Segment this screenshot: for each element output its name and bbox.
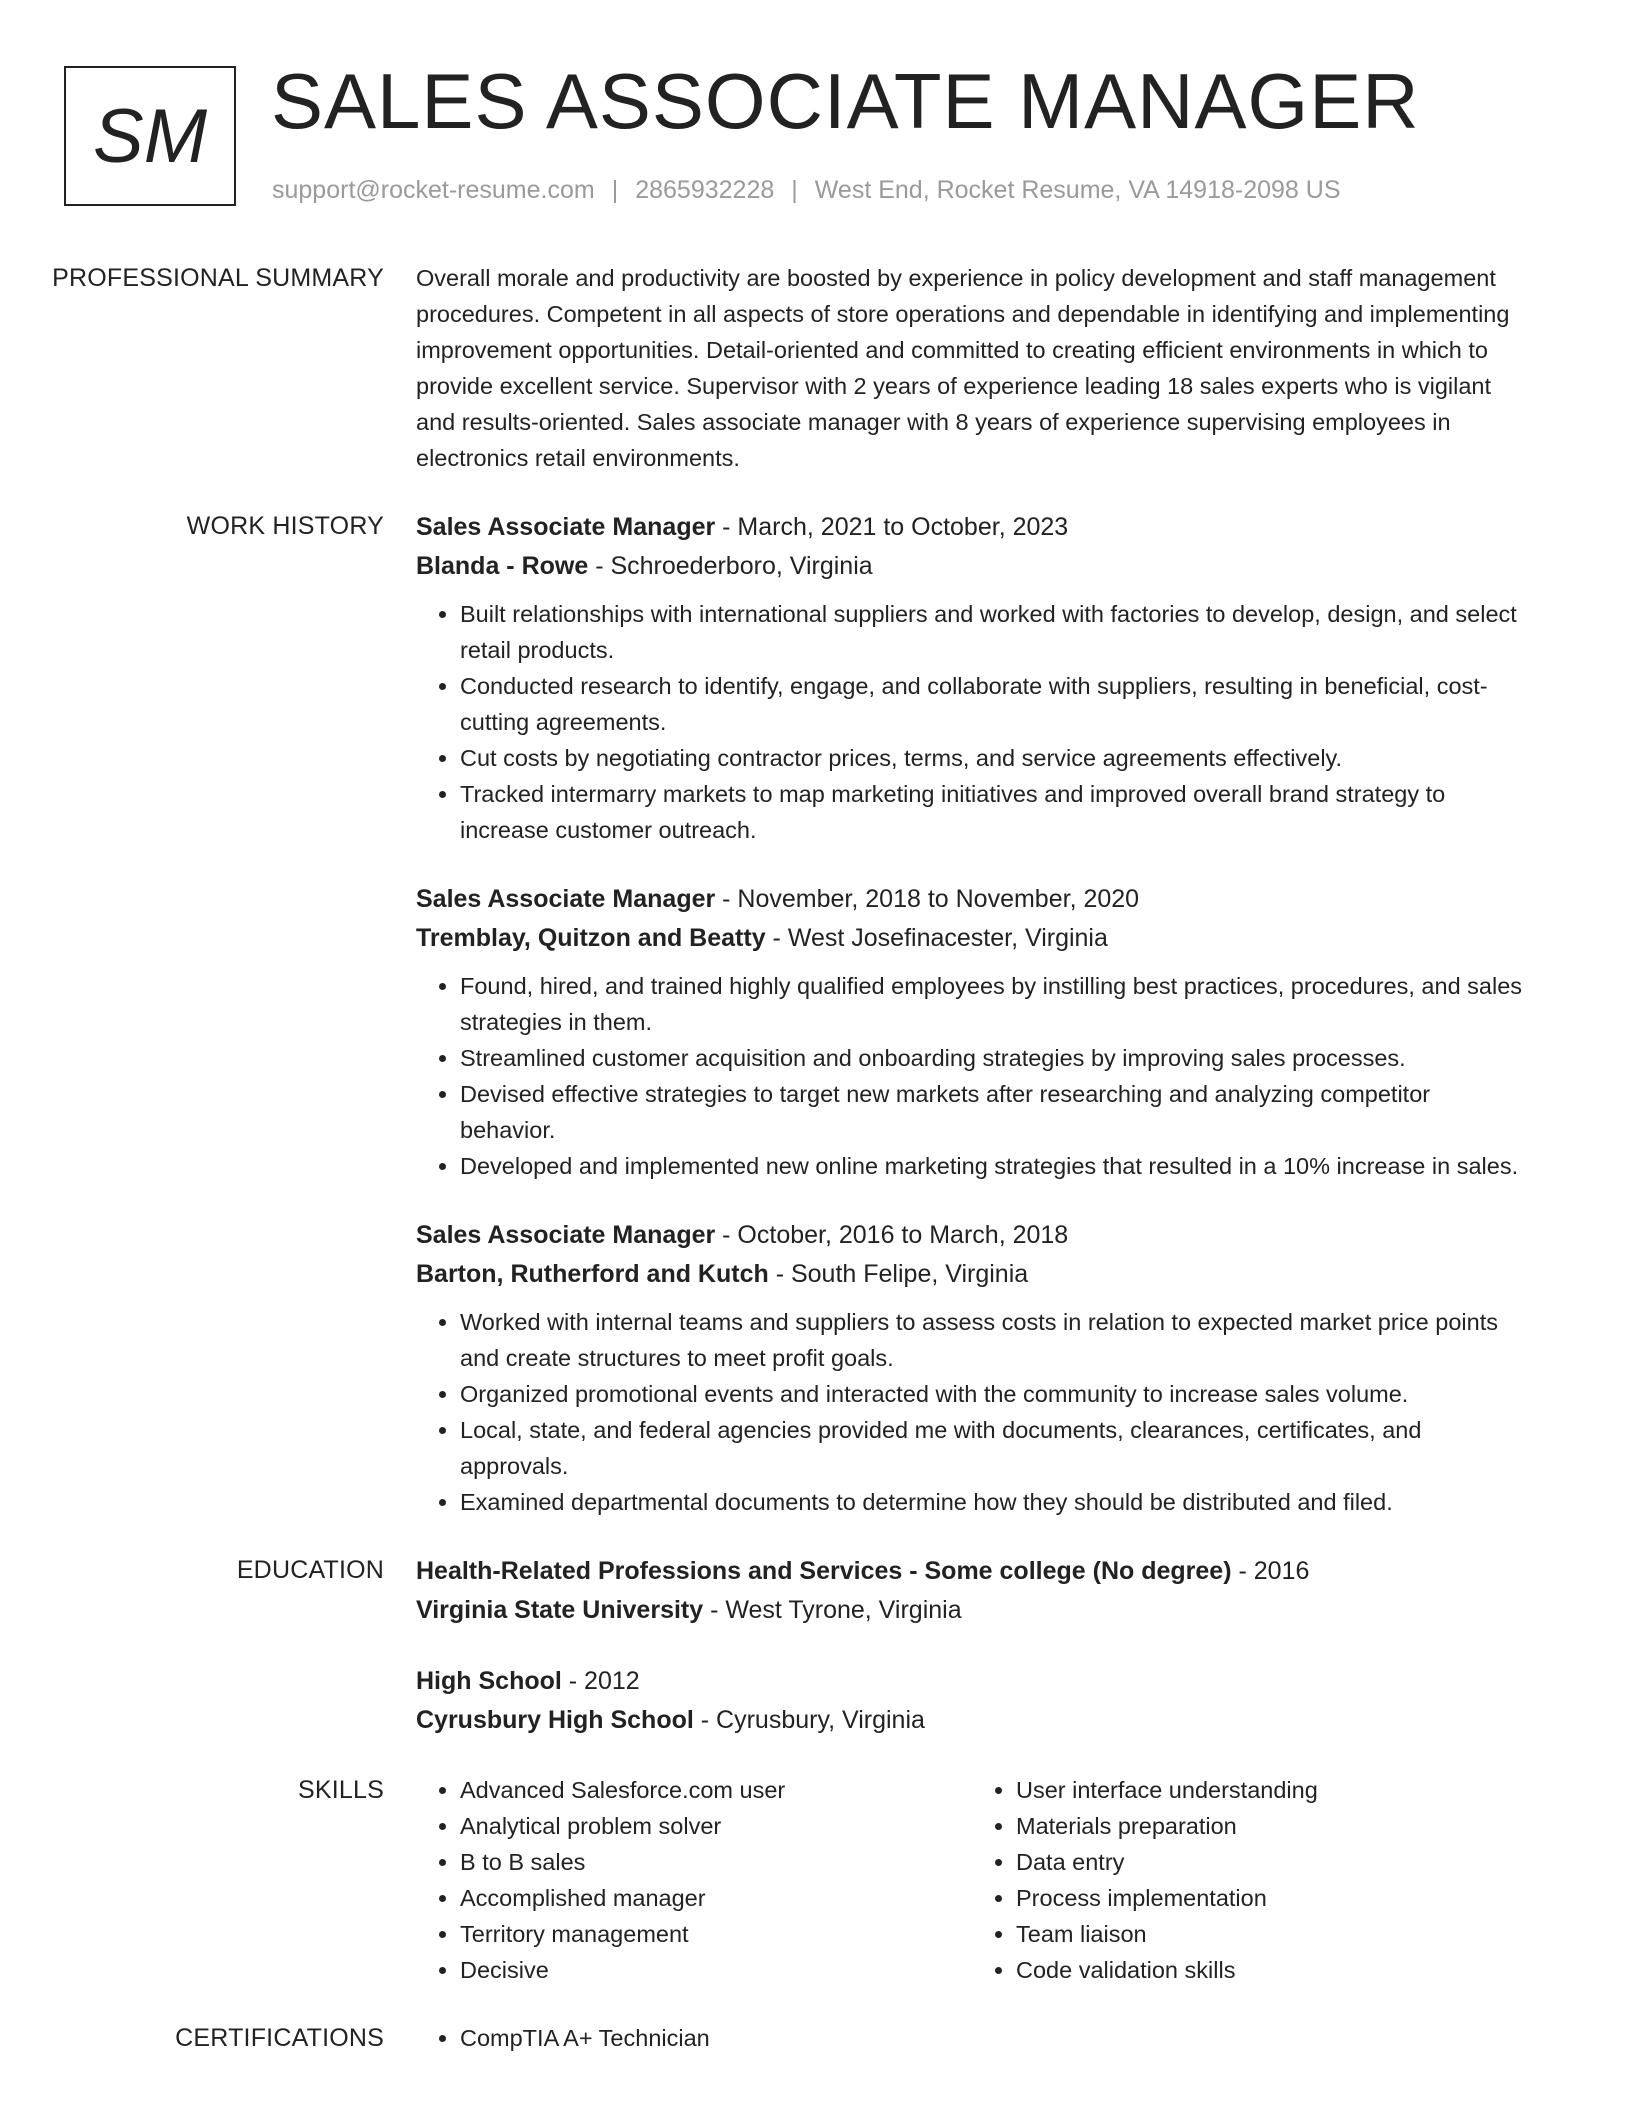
list-item: • Conducted research to identify, engage, and collaborate with suppliers, resulting in beneficial, cost-cutting agreements. [460,668,1528,740]
skill-item: • Accomplished manager [460,1880,972,1916]
degree-year: - 2016 [1231,1557,1310,1585]
section-certifications [0,2020,1632,2056]
section-label-summary: PROFESSIONAL SUMMARY [52,264,384,292]
section-professional-summary [0,260,1632,476]
job-title: Sales Associate Manager [416,1221,716,1249]
job-title: Sales Associate Manager [416,885,716,913]
degree-year: - 2012 [561,1667,640,1695]
school-name: Cyrusbury High School [416,1706,694,1734]
company-name: Barton, Rutherford and Kutch [416,1260,769,1288]
job-dates: - October, 2016 to March, 2018 [715,1221,1069,1249]
monogram-box [64,66,236,206]
section-label-education: EDUCATION [236,1556,384,1584]
list-item: • Developed and implemented new online marketing strategies that resulted in a 10% increase in sales. [460,1148,1528,1184]
section-work-history [0,508,1632,1552]
company-location: - West Josefinacester, Virginia [765,924,1108,952]
skills-list-right [972,1772,1528,1988]
job-dates: - March, 2021 to October, 2023 [715,513,1069,541]
resume-content [0,260,1632,2056]
skill-item: • User interface understanding [1016,1772,1528,1808]
job-title: Sales Associate Manager [416,513,716,541]
skill-item: • Code validation skills [1016,1952,1528,1988]
skill-item: • Decisive [460,1952,972,1988]
skills-list-left [416,1772,972,1988]
school-location: - Cyrusbury, Virginia [693,1706,925,1734]
contact-email: support@rocket-resume.com [272,176,595,204]
company-name: Blanda - Rowe [416,552,589,580]
job-bullets [416,596,1528,848]
list-item: • Organized promotional events and interacted with the community to increase sales volume. [460,1376,1528,1412]
section-education [0,1552,1632,1772]
list-item: • Streamlined customer acquisition and onboarding strategies by improving sales processes. [460,1040,1528,1076]
skill-item: • Data entry [1016,1844,1528,1880]
certifications-list [416,2020,1528,2056]
job-dates: - November, 2018 to November, 2020 [715,885,1140,913]
skill-item: • Advanced Salesforce.com user [460,1772,972,1808]
list-item: • Cut costs by negotiating contractor prices, terms, and service agreements effectively. [460,740,1528,776]
list-item: • Built relationships with international suppliers and worked with factories to develop, design, and select retail products. [460,596,1528,668]
company-location: - South Felipe, Virginia [768,1260,1029,1288]
education-entry [416,1662,1528,1740]
section-label-skills: SKILLS [298,1776,384,1804]
contact-separator: | [791,176,798,204]
list-item: • Local, state, and federal agencies provided me with documents, clearances, certificates, and approvals. [460,1412,1528,1484]
job-entry [416,1216,1528,1520]
job-bullets [416,968,1528,1184]
education-entry [416,1552,1528,1630]
degree-name: Health-Related Professions and Services - Some college (No degree) [416,1557,1232,1585]
section-skills [0,1772,1632,1988]
school-location: - West Tyrone, Virginia [703,1596,962,1624]
job-entry [416,880,1528,1184]
skill-item: • Process implementation [1016,1880,1528,1916]
resume-title: SALES ASSOCIATE MANAGER [271,57,1420,145]
contact-line [272,176,1341,205]
school-name: Virginia State University [416,1596,704,1624]
skill-item: • Territory management [460,1916,972,1952]
contact-separator: | [611,176,619,204]
degree-name: High School [416,1667,562,1695]
skills-columns [416,1772,1528,1988]
company-location: - Schroederboro, Virginia [588,552,873,580]
job-bullets [416,1304,1528,1520]
list-item: • Tracked intermarry markets to map marketing initiatives and improved overall brand strategy to increase customer outreach. [460,776,1528,848]
skill-item: • Materials preparation [1016,1808,1528,1844]
monogram-initials: SM [93,93,207,179]
job-entry [416,508,1528,848]
skill-item: • B to B sales [460,1844,972,1880]
company-name: Tremblay, Quitzon and Beatty [416,924,766,952]
list-item: • Devised effective strategies to target new markets after researching and analyzing competitor behavior. [460,1076,1528,1148]
summary-text: Overall morale and productivity are boosted by experience in policy development and staff management procedures. Competent in all aspects of store operations and dependable in identifying and implementing improvement opportunities. Detail-oriented and committed to creating efficient environments in which to provide excellent service. Supervisor with 2 years of experience leading 18 sales experts who is vigilant and results-oriented. Sales associate manager with 8 years of experience supervising employees in electronics retail environments. [416,265,1510,471]
skill-item: • Team liaison [1016,1916,1528,1952]
contact-phone: 2865932228 [635,176,775,204]
contact-address: West End, Rocket Resume, VA 14918-2098 US [814,176,1341,204]
list-item: • Found, hired, and trained highly qualified employees by instilling best practices, procedures, and sales strategies in them. [460,968,1528,1040]
list-item: • Worked with internal teams and suppliers to assess costs in relation to expected market price points and create structures to meet profit goals. [460,1304,1528,1376]
skill-item: • Analytical problem solver [460,1808,972,1844]
section-label-certifications: CERTIFICATIONS [175,2024,384,2052]
section-label-work: WORK HISTORY [186,512,384,540]
list-item: • Examined departmental documents to determine how they should be distributed and filed. [460,1484,1528,1520]
certification-item: • CompTIA A+ Technician [460,2020,1528,2056]
